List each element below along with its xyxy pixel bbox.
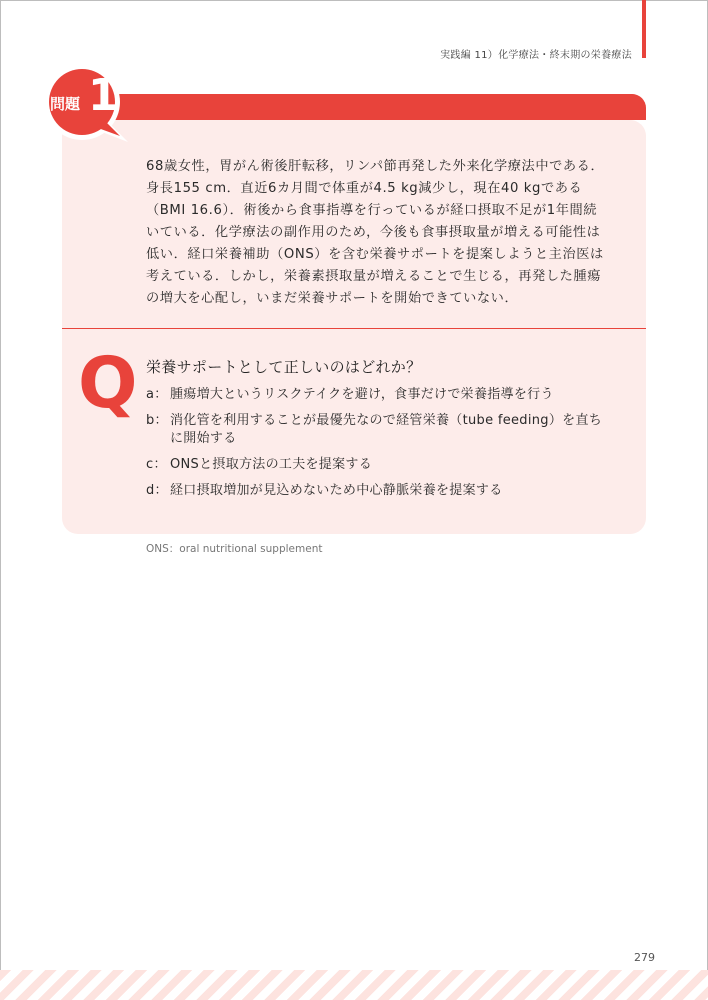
answer-options [146,386,606,508]
running-header: 実践編 11）化学療法・終末期の栄養療法 [440,50,632,61]
option-key: b： [146,413,168,428]
problem-badge [36,62,132,146]
edge-accent-bar [642,0,646,58]
option-key: d： [146,483,168,498]
problem-header-band [100,94,646,120]
option-a [146,386,606,404]
option-c [146,456,606,474]
problem-label: 問題 [50,95,81,113]
section-divider [62,328,646,329]
option-text: 消化管を利用することが最優先なので経管栄養（tube feeding）を直ちに開始する [170,413,603,446]
option-d [146,482,606,500]
page-number: 279 [634,951,655,964]
case-description: 68歳女性，胃がん術後肝転移，リンパ節再発した外来化学療法中である．身長155 cm．直近6カ月間で体重が4.5 kg減少し，現在40 kgである（BMI 16.6）．術後から食事指導を行っているが経口摂取不足が1年間続いている．化学療法の副作用のため，今後も食事摂取量が増える可能性は低い．経口栄養補助（ONS）を含む栄養サポートを提案しようと主治医は考えている．しかし，栄養素摂取量が増えることで生じる，再発した腫瘍の増大を心配し，いまだ栄養サポートを開始できていない． [146,159,605,306]
question-text: 栄養サポートとして正しいのはどれか？ [146,358,422,376]
footnote: ONS：oral nutritional supplement [146,543,323,555]
problem-number: 1 [88,70,119,121]
question-mark-letter: Q [78,342,138,424]
option-text: ONSと摂取方法の工夫を提案する [170,457,373,472]
decorative-stripes [0,970,708,1000]
option-b [146,412,606,448]
option-text: 腫瘍増大というリスクテイクを避け，食事だけで栄養指導を行う [170,387,554,402]
option-key: c： [146,457,167,472]
option-key: a： [146,387,168,402]
option-text: 経口摂取増加が見込めないため中心静脈栄養を提案する [170,483,503,498]
